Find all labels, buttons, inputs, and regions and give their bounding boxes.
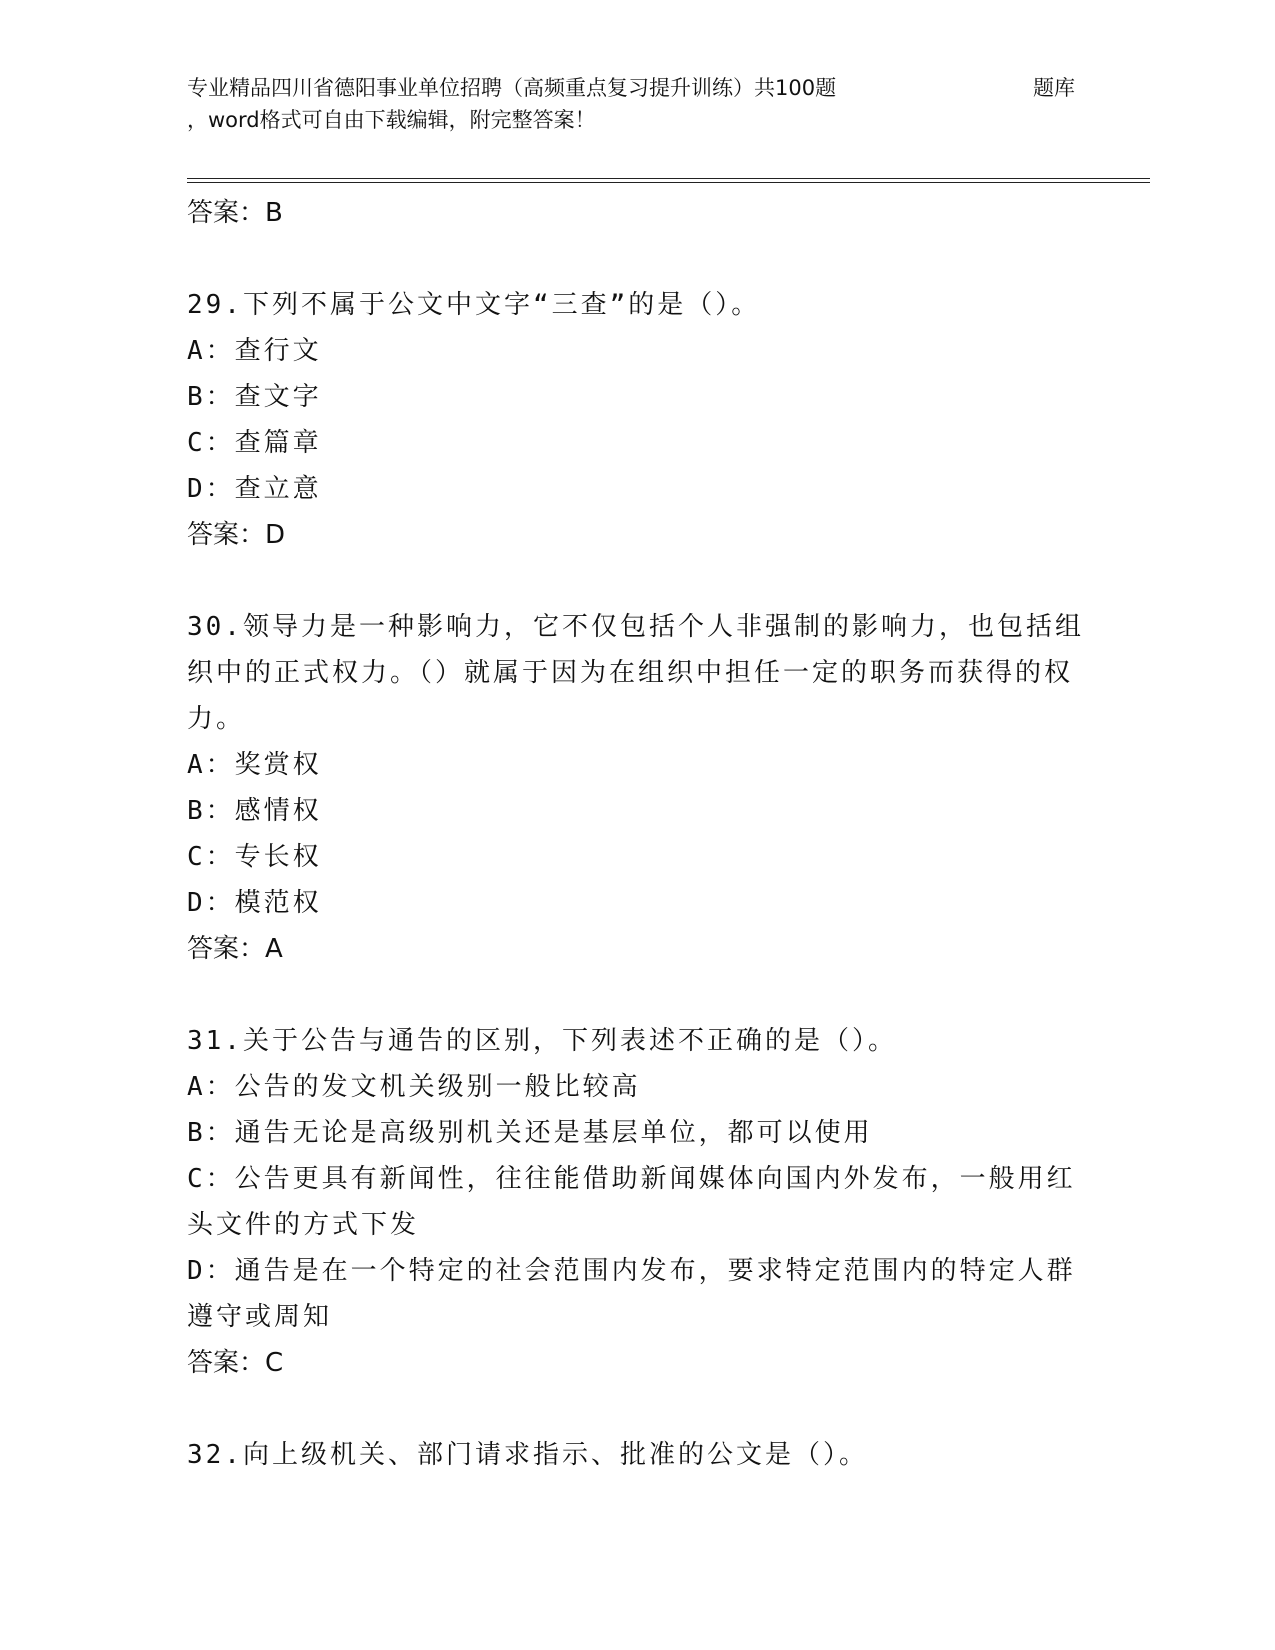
spacer xyxy=(187,558,1087,604)
question-stem: 31.关于公告与通告的区别，下列表述不正确的是（）。 xyxy=(187,1026,897,1056)
answer-line: 答案：C xyxy=(187,1348,284,1378)
option-c: C：查篇章 xyxy=(187,428,322,458)
option-c: C：公告更具有新闻性，往往能借助新闻媒体向国内外发布，一般用红头文件的方式下发 xyxy=(187,1164,1076,1240)
answer-line: 答案：B xyxy=(187,198,283,228)
option-a: A：公告的发文机关级别一般比较高 xyxy=(187,1072,641,1102)
option-d: D：模范权 xyxy=(187,888,322,918)
question-32 xyxy=(187,1432,1087,1478)
question-stem: 29.下列不属于公文中文字“三查”的是（）。 xyxy=(187,290,761,320)
header-tag: 题库 xyxy=(1033,76,1075,100)
header-subtitle: ，word格式可自由下载编辑，附完整答案！ xyxy=(187,108,596,132)
question-stem: 32.向上级机关、部门请求指示、批准的公文是（）。 xyxy=(187,1440,868,1470)
option-c: C：专长权 xyxy=(187,842,322,872)
option-a: A：查行文 xyxy=(187,336,322,366)
page-header xyxy=(187,72,1087,136)
option-d: D：通告是在一个特定的社会范围内发布，要求特定范围内的特定人群遵守或周知 xyxy=(187,1256,1076,1332)
question-stem: 30.领导力是一种影响力，它不仅包括个人非强制的影响力，也包括组织中的正式权力。（）就属于因为在组织中担任一定的职务而获得的权力。 xyxy=(187,612,1084,734)
question-29 xyxy=(187,282,1087,558)
option-b: B：感情权 xyxy=(187,796,322,826)
option-b: B：查文字 xyxy=(187,382,322,412)
question-list xyxy=(187,190,1087,1478)
question-31 xyxy=(187,1018,1087,1386)
spacer xyxy=(187,236,1087,282)
spacer xyxy=(187,972,1087,1018)
question-30 xyxy=(187,604,1087,972)
spacer xyxy=(187,1386,1087,1432)
option-a: A：奖赏权 xyxy=(187,750,322,780)
answer-line: 答案：D xyxy=(187,520,286,550)
header-title: 专业精品四川省德阳事业单位招聘（高频重点复习提升训练）共100题 xyxy=(187,76,837,100)
header-divider-secondary xyxy=(187,182,1150,183)
answer-line: 答案：A xyxy=(187,934,283,964)
option-b: B：通告无论是高级别机关还是基层单位，都可以使用 xyxy=(187,1118,873,1148)
option-d: D：查立意 xyxy=(187,474,322,504)
header-divider xyxy=(187,178,1150,179)
